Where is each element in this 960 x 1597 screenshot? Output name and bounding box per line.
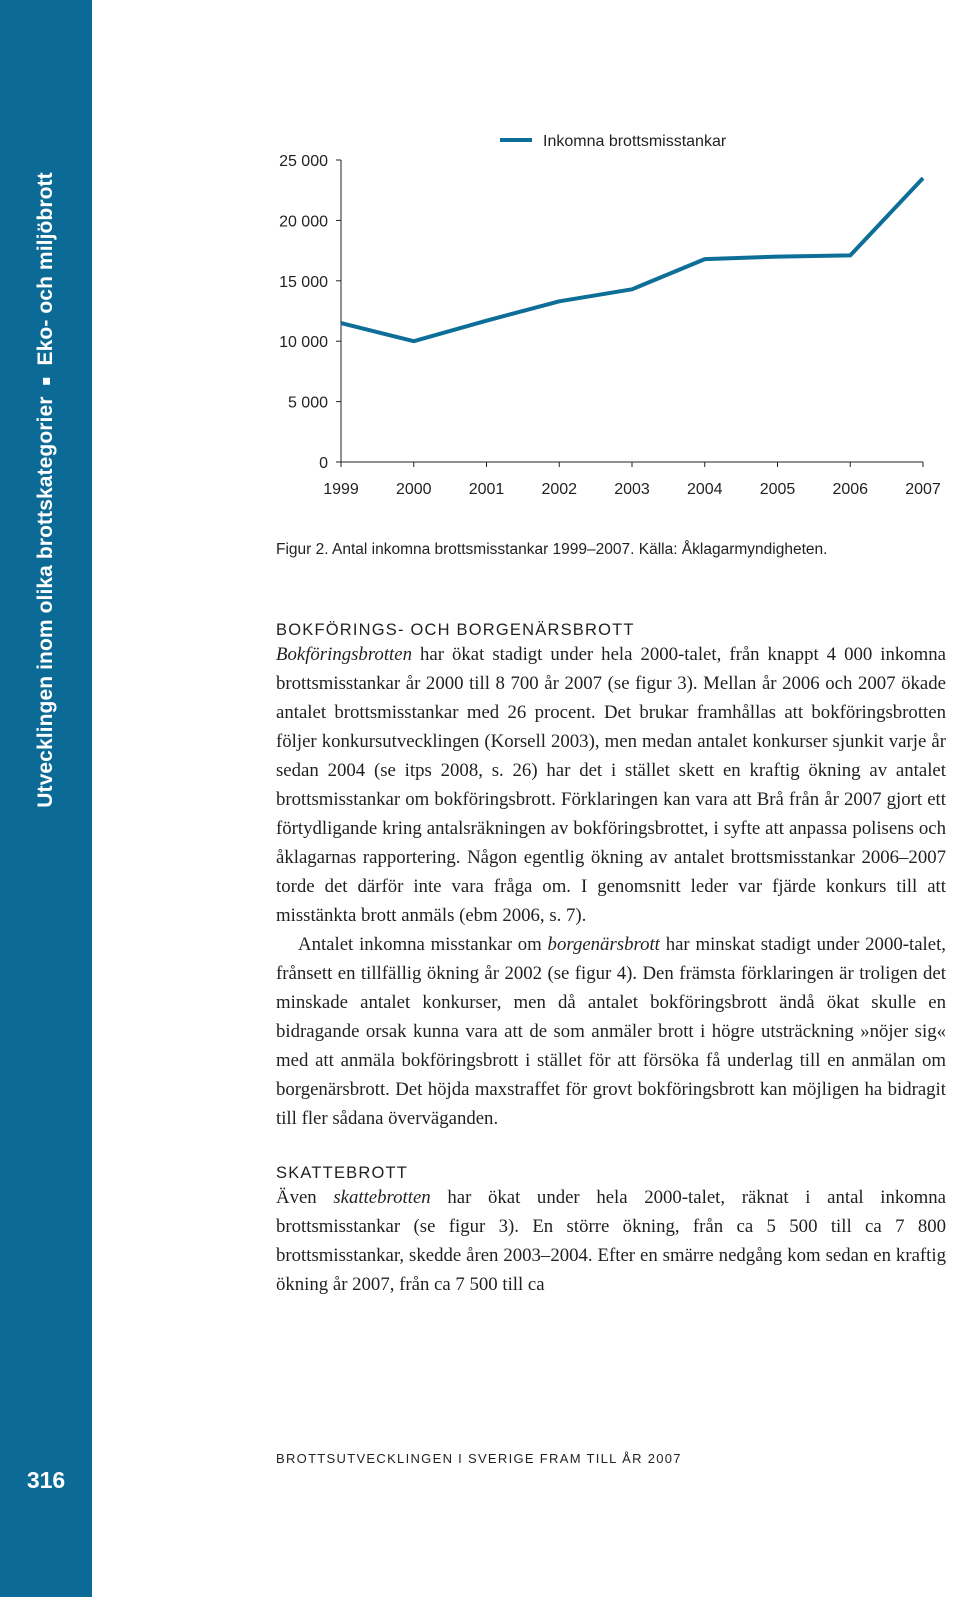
x-tick-label: 2005 — [759, 481, 796, 498]
running-title: BROTTSUTVECKLINGEN I SVERIGE FRAM TILL ÅR 2007 — [276, 1451, 682, 1466]
sidebar-title-part2: Eko- och miljöbrott — [34, 172, 57, 366]
series-line — [341, 178, 923, 341]
paragraph-text: har minskat stadigt under 2000-talet, frånsett en tillfällig ökning år 2002 (se figur 4). Den främsta förklaringen är troligen det minskade antalet konkurser, men då antalet bokföringsbrott ändå ökat skulle en bidragande orsak kunna vara att de som anmäler brott i högre utsträckning »nöjer sig« med att anmäla bokföringsbrott i stället för att försöka få underlag till en anmälan om borgenärsbrott. Det höjda maxstraffet för grovt bokföringsbrott kan möjligen ha bidragit till fler sådana överväganden. — [276, 934, 947, 1129]
paragraph-borgenar — [276, 930, 946, 1133]
section-heading-skattebrott: SKATTEBROTT — [276, 1164, 409, 1182]
y-tick-label: 5 000 — [287, 394, 328, 412]
figure-caption: Figur 2. Antal inkomna brottsmisstankar 1999–2007. Källa: Åklagarmyndigheten. — [276, 541, 828, 558]
chart-legend — [500, 133, 727, 150]
y-tick-label: 0 — [319, 455, 328, 472]
paragraph-text: Antalet inkomna misstankar om — [298, 934, 548, 955]
x-tick-label: 2006 — [832, 481, 869, 498]
x-tick-label: 2003 — [614, 481, 650, 498]
y-tick-label: 15 000 — [279, 273, 328, 291]
x-tick-label: 2004 — [686, 481, 723, 498]
article-body — [276, 620, 946, 1299]
sidebar-title — [34, 172, 58, 808]
section-heading-bokforing: BOKFÖRINGS- OCH BORGENÄRSBROTT — [276, 621, 635, 639]
page-number: 316 — [26, 1467, 66, 1493]
x-tick-label: 2000 — [395, 481, 432, 498]
paragraph-text: har ökat under hela 2000-talet, räknat i antal inkomna brottsmisstankar (se figur 3). En större ökning, från ca 5 500 till ca 7 800 brottsmisstankar, skedde åren 2003–2004. Efter en smärre nedgång kom sedan en kraftig ökning år 2007, från ca 7 500 till ca — [276, 1187, 946, 1295]
x-tick-label: 1999 — [323, 481, 359, 498]
chart-axes — [341, 160, 923, 462]
line-chart — [260, 120, 960, 520]
y-tick-label: 10 000 — [279, 334, 328, 352]
term-skattebrotten: skattebrotten — [333, 1187, 431, 1208]
sidebar-title-part1: Utvecklingen inom olika brottskategorier — [34, 396, 57, 808]
chart-ticks — [279, 153, 941, 498]
separator-square-icon — [43, 377, 50, 384]
running-footer — [276, 1450, 682, 1467]
paragraph-bokforing — [276, 640, 946, 930]
x-tick-label: 2001 — [468, 481, 505, 498]
sidebar — [0, 0, 92, 1597]
x-tick-label: 2007 — [905, 481, 941, 498]
y-tick-label: 25 000 — [279, 153, 328, 170]
legend-label: Inkomna brottsmisstankar — [543, 133, 727, 150]
y-tick-label: 20 000 — [279, 213, 328, 231]
paragraph-text: Även — [276, 1187, 334, 1208]
term-borgenarsbrott: borgenärsbrott — [547, 934, 660, 955]
term-bokforingsbrotten: Bokföringsbrotten — [276, 644, 412, 665]
paragraph-skattebrott — [276, 1183, 946, 1299]
chart-series — [341, 178, 923, 341]
x-tick-label: 2002 — [541, 481, 578, 498]
paragraph-text: har ökat stadigt under hela 2000-talet, från knappt 4 000 inkomna brottsmisstankar år 2000 till 8 700 år 2007 (se figur 3). Mellan år 2006 och 2007 ökade antalet brottsmisstankar med 26 procent. Det brukar framhållas att bokföringsbrotten följer konkursutvecklingen (Korsell 2003), men medan antalet konkurser sjunkit varje år sedan 2004 (se itps 2008, s. 26) har det i stället skett en kraftig ökning av antalet brottsmisstankar om bokföringsbrott. Förklaringen kan vara att Brå från år 2007 gjort ett förtydligande kring antalsräkningen av bokföringsbrottet, i syfte att anpassa polisens och åklagarnas rapportering. Någon egentlig ökning av antalet brottsmisstankar 2006–2007 torde det därför inte vara fråga om. I genomsnitt leder var fjärde konkurs till att misstänkta brott anmäls (ebm 2006, s. 7). — [276, 644, 946, 926]
